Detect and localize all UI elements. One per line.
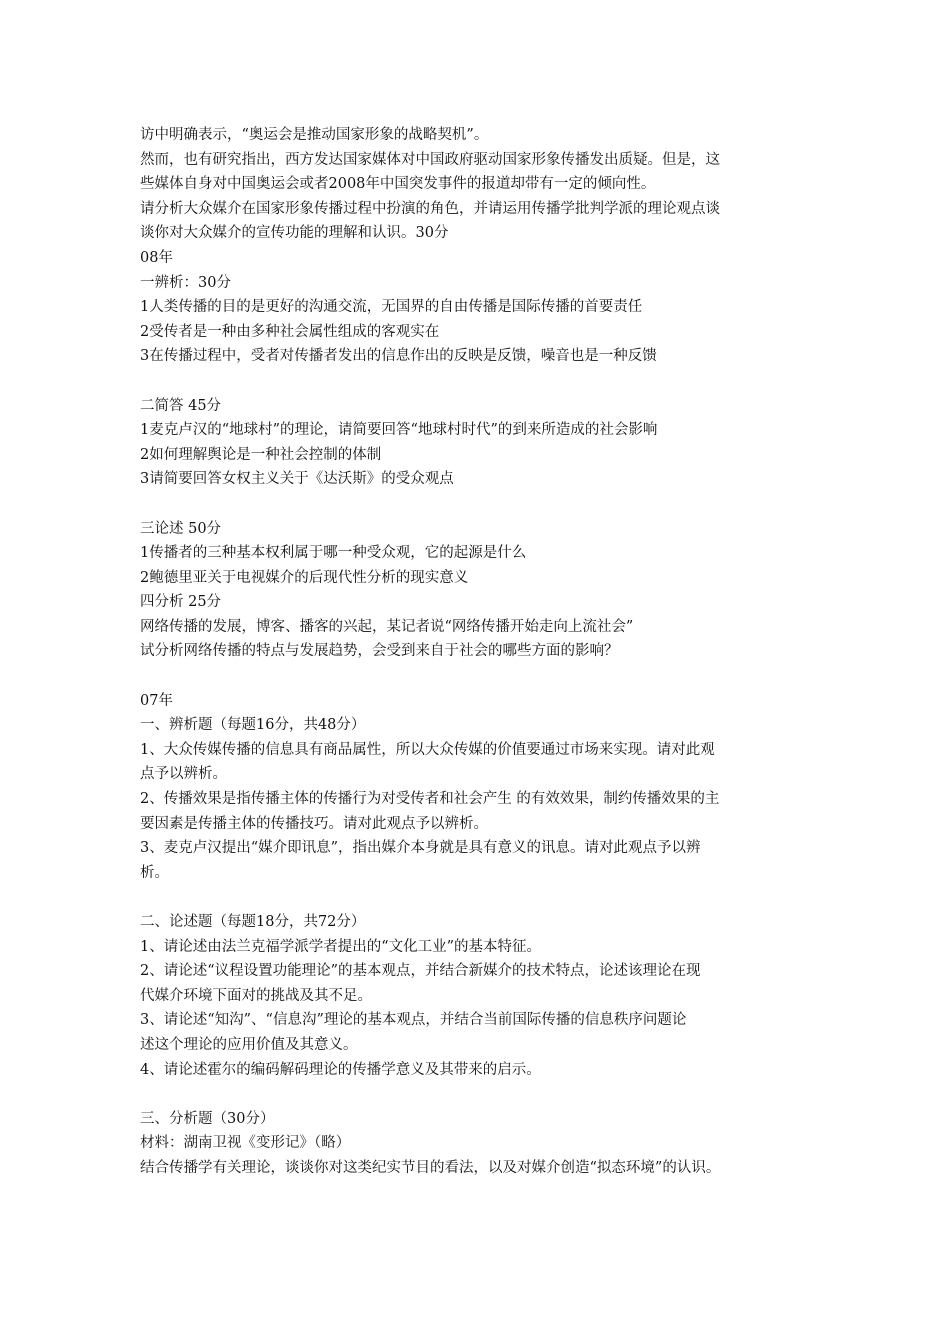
text-line: 二、论述题（每题18分，共72分）: [140, 914, 366, 930]
text-line: 1传播者的三种基本权利属于哪一种受众观，它的起源是什么: [140, 545, 527, 562]
text-line: 点予以辨析。: [140, 766, 227, 783]
text-line: 2受传者是一种由多种社会属性组成的客观实在: [140, 323, 440, 340]
text-line: 谈你对大众媒介的宣传功能的理解和认识。30分: [140, 225, 449, 242]
text-line: 三、分析题（30分）: [140, 1110, 275, 1127]
blank-line: [140, 369, 830, 394]
text-line: 1、请论述由法兰克福学派学者提出的“文化工业”的基本特征。: [140, 938, 542, 955]
blank-line: [140, 492, 830, 517]
text-line: 试分析网络传播的特点与发展趋势，会受到来自于社会的哪些方面的影响？: [140, 643, 619, 660]
text-line: 1人类传播的目的是更好的沟通交流，无国界的自由传播是国际传播的首要责任: [140, 299, 643, 316]
text-line: 代媒介环境下面对的挑战及其不足。: [140, 987, 372, 1004]
text-line: 些媒体自身对中国奥运会或者2008年中国突发事件的报道却带有一定的倾向性。: [140, 176, 656, 193]
blank-line: [140, 1082, 830, 1107]
document-body: [140, 123, 830, 1181]
text-line: 四分析 25分: [140, 594, 222, 611]
text-line: 述这个理论的应用价值及其意义。: [140, 1036, 358, 1053]
text-line: 4、请论述霍尔的编码解码理论的传播学意义及其带来的启示。: [140, 1061, 541, 1078]
text-line: 要因素是传播主体的传播技巧。请对此观点予以辨析。: [140, 815, 488, 832]
text-line: 3请简要回答女权主义关于《达沃斯》的受众观点: [140, 471, 454, 488]
text-line: 2鲍德里亚关于电视媒介的后现代性分析的现实意义: [140, 569, 469, 586]
blank-line: [140, 664, 830, 689]
text-line: 3、请论述“知沟”、“信息沟”理论的基本观点，并结合当前国际传播的信息秩序问题论: [140, 1012, 687, 1029]
text-line: 1、大众传媒传播的信息具有商品属性，所以大众传媒的价值要通过市场来实现。请对此观: [140, 741, 715, 758]
text-line: 网络传播的发展，博客、播客的兴起，某记者说“网络传播开始走向上流社会”: [140, 618, 634, 635]
text-line: 1麦克卢汉的“地球村”的理论，请简要回答“地球村时代”的到来所造成的社会影响: [140, 422, 658, 439]
text-line: 3在传播过程中，受者对传播者发出的信息作出的反映是反馈，噪音也是一种反馈: [140, 348, 657, 365]
text-line: 08年: [140, 249, 173, 266]
blank-line: [140, 885, 830, 910]
text-line: 结合传播学有关理论，谈谈你对这类纪实节目的看法，以及对媒介创造“拟态环境”的认识。: [140, 1159, 721, 1176]
text-line: 2、请论述“议程设置功能理论”的基本观点，并结合新媒介的技术特点，论述该理论在现: [140, 963, 701, 980]
text-line: 请分析大众媒介在国家形象传播过程中扮演的角色，并请运用传播学批判学派的理论观点谈: [140, 200, 720, 217]
text-line: 2、传播效果是指传播主体的传播行为对受传者和社会产生 的有效效果，制约传播效果的主: [140, 791, 720, 808]
text-line: 三论述 50分: [140, 520, 222, 537]
text-line: 析。: [140, 864, 169, 881]
text-line: 一辨析：30分: [140, 274, 231, 291]
text-line: 二简答 45分: [140, 397, 222, 414]
text-line: 访中明确表示，“奥运会是推动国家形象的战略契机”。: [140, 127, 489, 143]
text-line: 一、辨析题（每题16分，共48分）: [140, 717, 366, 734]
text-line: 材料：湖南卫视《变形记》（略）: [140, 1135, 351, 1152]
text-line: 3、麦克卢汉提出“媒介即讯息”，指出媒介本身就是具有意义的讯息。请对此观点予以辨: [140, 840, 701, 857]
text-line: 07年: [140, 692, 173, 709]
text-line: 2如何理解舆论是一种社会控制的体制: [140, 446, 382, 463]
text-line: 然而，也有研究指出，西方发达国家媒体对中国政府驱动国家形象传播发出质疑。但是，这: [140, 151, 720, 168]
